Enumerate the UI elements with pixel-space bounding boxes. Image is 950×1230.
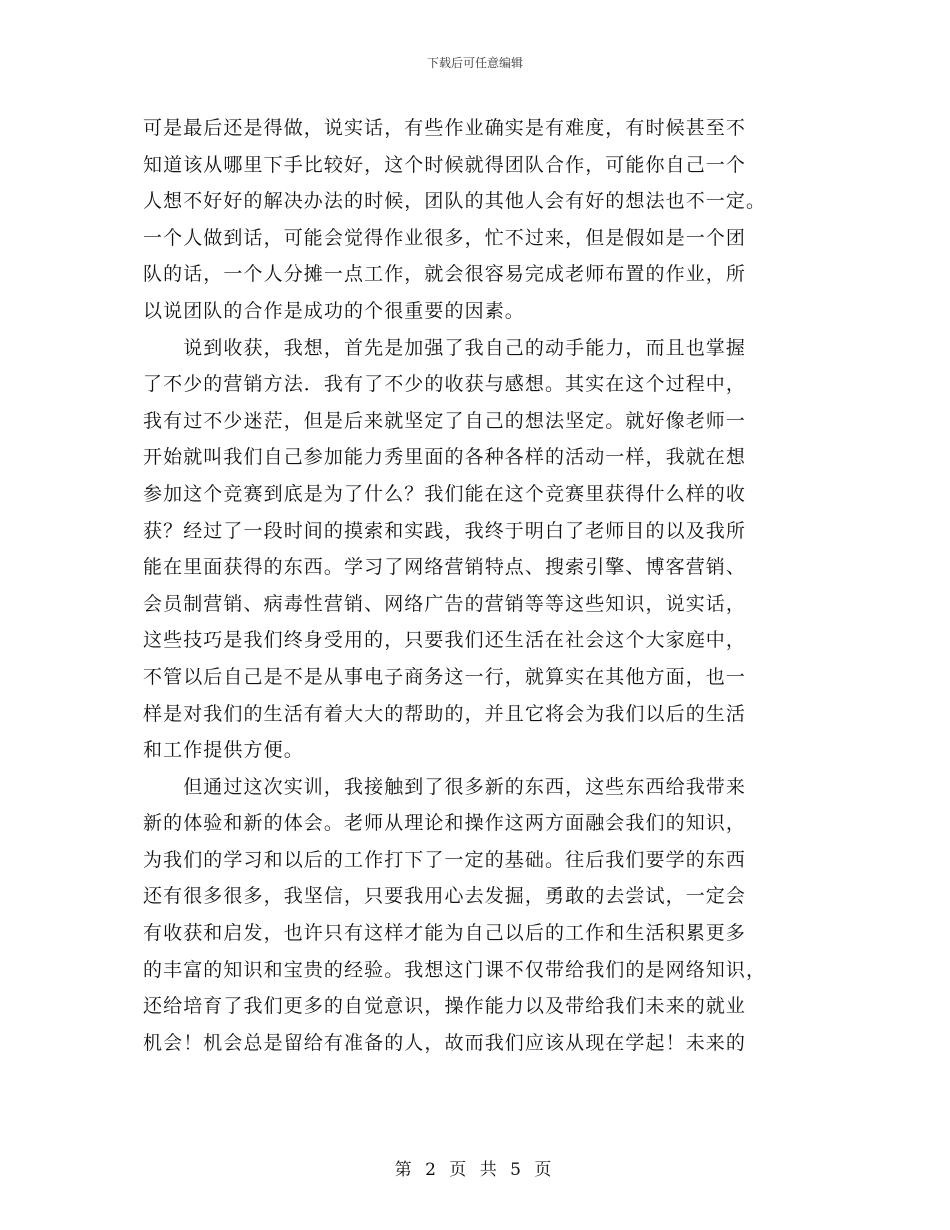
text-line: 获？经过了一段时间的摸索和实践，我终于明白了老师目的以及我所	[143, 519, 747, 542]
text-line: 会员制营销、病毒性营销、网络广告的营销等等这些知识，说实话，	[143, 592, 747, 615]
text-line: 队的话，一个人分摊一点工作，就会很容易完成老师布置的作业，所	[143, 263, 747, 286]
text-line: 为我们的学习和以后的工作打下了一定的基础。往后我们要学的东西	[143, 848, 747, 871]
text-line: 新的体验和新的体会。老师从理论和操作这两方面融会我们的知识，	[143, 812, 747, 835]
page-number: 第 2 页 共 5 页	[394, 1160, 556, 1180]
text-line: 人想不好好的解决办法的时候，团队的其他人会有好的想法也不一定。	[143, 190, 767, 213]
document-body	[143, 110, 813, 1061]
text-line: 还有很多很多，我坚信，只要我用心去发掘，勇敢的去尝试，一定会	[143, 885, 747, 908]
text-line: 和工作提供方便。	[143, 739, 304, 762]
text-line: 可是最后还是得做，说实话，有些作业确实是有难度，有时候甚至不	[143, 117, 747, 139]
text-line: 能在里面获得的东西。学习了网络营销特点、搜索引擎、博客营销、	[143, 556, 747, 579]
text-line: 这些技巧是我们终身受用的，只要我们还生活在社会这个大家庭中，	[143, 629, 747, 652]
text-line: 开始就叫我们自己参加能力秀里面的各种各样的活动一样，我就在想	[143, 446, 747, 469]
text-line: 一个人做到话，可能会觉得作业很多，忙不过来，但是假如是一个团	[143, 226, 747, 249]
text-line: 以说团队的合作是成功的个很重要的因素。	[143, 299, 525, 322]
text-line: 还给培育了我们更多的自觉意识，操作能力以及带给我们未来的就业	[143, 995, 747, 1018]
text-line: 了不少的营销方法．我有了不少的收获与感想。其实在这个过程中，	[143, 373, 747, 396]
text-line: 样是对我们的生活有着大大的帮助的，并且它将会为我们以后的生活	[143, 702, 747, 725]
page-header: 下载后可任意编辑	[426, 56, 523, 70]
text-line: 的丰富的知识和宝贵的经验。我想这门课不仅带给我们的是网络知识，	[143, 958, 767, 981]
text-line: 说到收获，我想，首先是加强了我自己的动手能力，而且也掌握	[143, 336, 747, 359]
text-line: 有收获和启发，也许只有这样才能为自己以后的工作和生活积累更多	[143, 922, 747, 945]
text-line: 参加这个竞赛到底是为了什么？我们能在这个竞赛里获得什么样的收	[143, 482, 747, 505]
text-line: 我有过不少迷茫，但是后来就坚定了自己的想法坚定。就好像老师一	[143, 409, 747, 432]
text-line: 机会！机会总是留给有准备的人，故而我们应该从现在学起！未来的	[143, 1031, 747, 1054]
text-line: 不管以后自己是不是从事电子商务这一行，就算实在其他方面，也一	[143, 665, 747, 688]
text-line: 但通过这次实训，我接触到了很多新的东西，这些东西给我带来	[143, 775, 747, 798]
text-line: 知道该从哪里下手比较好，这个时候就得团队合作，可能你自己一个	[143, 153, 747, 176]
